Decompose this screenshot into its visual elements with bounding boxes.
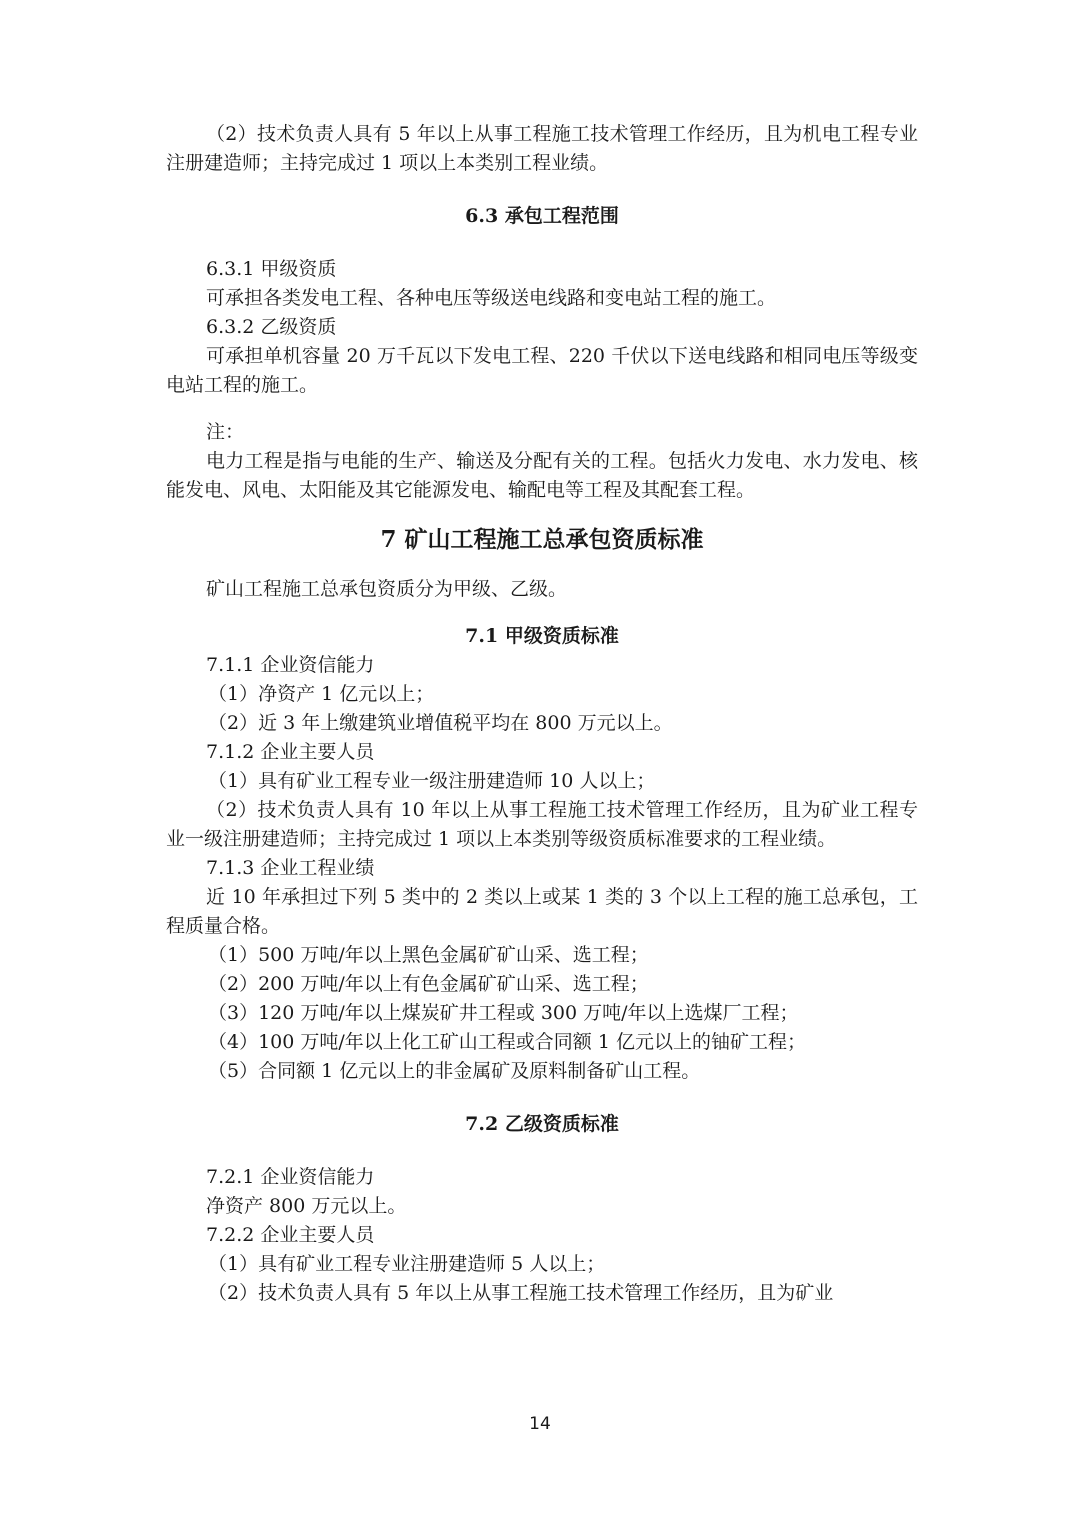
list-item: （1）净资产 1 亿元以上； xyxy=(208,683,435,705)
subsection-6-3-2-text: 可承担单机容量 20 万千瓦以下发电工程、220 千伏以下送电线路和相同电压等级变电站工程的施工。 xyxy=(166,345,918,396)
list-item: （2）技术负责人具有 5 年以上从事工程施工技术管理工作经历，且为矿业 xyxy=(208,1282,834,1304)
list-item: （3）120 万吨/年以上煤炭矿井工程或 300 万吨/年以上选煤厂工程； xyxy=(208,1002,799,1024)
subsection-6-3-2-title: 6.3.2 乙级资质 xyxy=(206,316,337,338)
note-label: 注： xyxy=(206,421,245,443)
section-7-title: 7 矿山工程施工总承包资质标准 xyxy=(380,526,704,553)
clause-7-1-2-item-2: （2）技术负责人具有 10 年以上从事工程施工技术管理工作经历，且为矿业工程专业一级注册建造师；主持完成过 1 项以上本类别等级资质标准要求的工程业绩。 xyxy=(166,799,918,850)
document-page xyxy=(166,120,918,1308)
note-text: 电力工程是指与电能的生产、输送及分配有关的工程。包括火力发电、水力发电、核能发电、风电、太阳能及其它能源发电、输配电等工程及其配套工程。 xyxy=(166,450,918,501)
section-6-3-title: 6.3 承包工程范围 xyxy=(465,205,619,227)
section-7-2-title: 7.2 乙级资质标准 xyxy=(465,1113,619,1135)
top-paragraph: （2）技术负责人具有 5 年以上从事工程施工技术管理工作经历，且为机电工程专业注册建造师；主持完成过 1 项以上本类别工程业绩。 xyxy=(166,123,918,174)
section-7-intro: 矿山工程施工总承包资质分为甲级、乙级。 xyxy=(206,578,568,600)
list-item: （5）合同额 1 亿元以上的非金属矿及原料制备矿山工程。 xyxy=(208,1060,701,1082)
section-7-1-title: 7.1 甲级资质标准 xyxy=(465,625,619,647)
clause-7-1-1-title: 7.1.1 企业资信能力 xyxy=(206,654,375,676)
subsection-6-3-1-text: 可承担各类发电工程、各种电压等级送电线路和变电站工程的施工。 xyxy=(206,287,777,309)
list-item: （4）100 万吨/年以上化工矿山工程或合同额 1 亿元以上的铀矿工程； xyxy=(208,1031,806,1053)
clause-7-2-2-title: 7.2.2 企业主要人员 xyxy=(206,1224,375,1246)
clause-7-1-2-title: 7.1.2 企业主要人员 xyxy=(206,741,375,763)
list-item: （1）具有矿业工程专业一级注册建造师 10 人以上； xyxy=(208,770,656,792)
clause-7-1-3-text: 近 10 年承担过下列 5 类中的 2 类以上或某 1 类的 3 个以上工程的施工总承包，工程质量合格。 xyxy=(166,886,918,937)
clause-7-2-1-title: 7.2.1 企业资信能力 xyxy=(206,1166,375,1188)
clause-7-1-3-title: 7.1.3 企业工程业绩 xyxy=(206,857,375,879)
list-item: （2）200 万吨/年以上有色金属矿矿山采、选工程； xyxy=(208,973,649,995)
list-item: （1）500 万吨/年以上黑色金属矿矿山采、选工程； xyxy=(208,944,649,966)
clause-7-2-1-text: 净资产 800 万元以上。 xyxy=(206,1195,407,1217)
list-item: （1）具有矿业工程专业注册建造师 5 人以上； xyxy=(208,1253,606,1275)
subsection-6-3-1-title: 6.3.1 甲级资质 xyxy=(206,258,337,280)
page-number: 14 xyxy=(529,1414,551,1434)
list-item: （2）近 3 年上缴建筑业增值税平均在 800 万元以上。 xyxy=(208,712,673,734)
